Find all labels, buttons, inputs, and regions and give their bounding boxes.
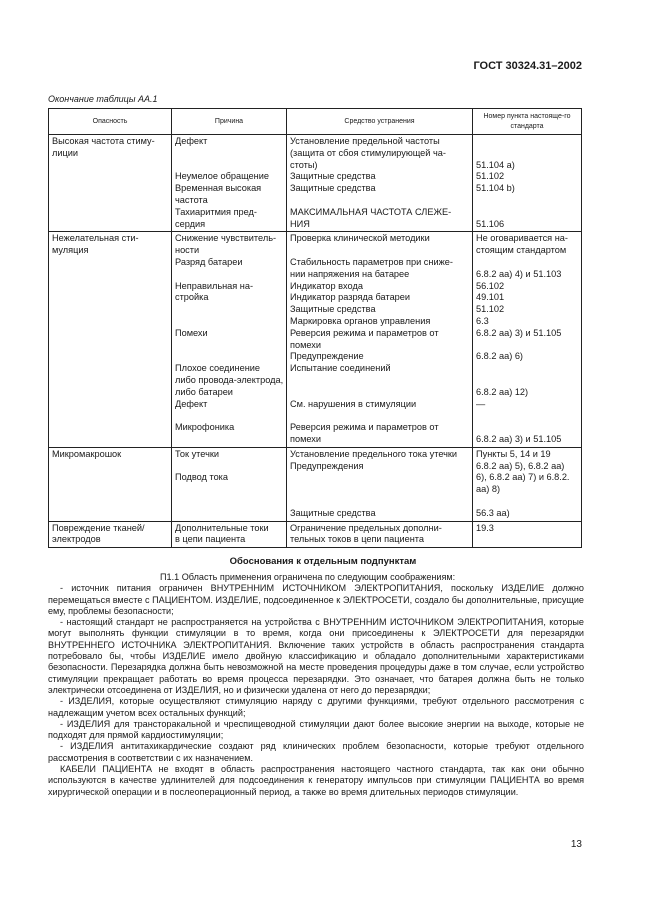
cell-line: НИЯ [290,218,310,229]
cell-line: Предупреждение [290,351,364,362]
cell-line [476,148,578,160]
cell-line [476,410,578,422]
cell-line: Испытание соединений [290,363,391,374]
hazard-table [48,108,582,548]
cell-line: муляция [52,245,89,256]
cell-line [290,410,469,422]
paragraph: КАБЕЛИ ПАЦИЕНТА не входят в область распространения настоящего частного стандарта, так как они обычно используются в качестве удлинителей для подсоединения к генератору импульсов при стимуляции ПАЦИЕНТА во время хирургической операции и в послеоперационный период, а также во время длительных периодов стимуляции. [48,764,584,797]
cause-cell [172,521,287,548]
table-continuation-caption: Окончание таблицы АА.1 [48,94,158,104]
hazard-cell [49,135,172,232]
cell-line: помехи [290,339,322,350]
cell-line: помехи [290,433,322,444]
table-row [49,447,582,521]
cell-line: Подвод тока [175,472,229,483]
table-header-row [49,109,582,135]
cell-line: Предупреждения [290,460,364,471]
cause-cell [172,232,287,447]
cell-line [175,484,283,496]
cell-line: Помехи [175,327,208,338]
cell-line [175,351,283,363]
cell-line: Реверсия режима и параметров от [290,422,439,433]
cell-line: 51.104 a) [476,159,515,170]
cell-line [476,534,578,546]
cell-line: Повреждение тканей/ [52,522,145,533]
cell-line: Микрофоника [175,422,235,433]
cell-line: 51.106 [476,218,505,229]
cell-line: Проверка клинической методики [290,233,430,244]
cell-line [476,375,578,387]
cell-line [476,363,578,375]
cell-line: стройка [175,292,209,303]
hazard-cell [49,521,172,548]
cell-line: сердия [175,218,206,229]
cell-line [290,375,469,387]
paragraph: - ИЗДЕЛИЯ антитахикардические создают ряд клинических проблем безопасности, которые требуют отдельного рассмотрения в соответствии с их назначением. [48,741,584,763]
cell-line: Неправильная на- [175,280,254,291]
cell-line: 6.8.2 aa) 6) [476,351,523,362]
cell-line: Реверсия режима и параметров от [290,327,439,338]
cell-line: Стабильность параметров при сниже- [290,256,453,267]
cell-line: лиции [52,147,79,158]
cell-line: в цепи пациента [175,534,246,545]
hazard-cell [49,447,172,521]
cell-line [175,316,283,328]
cell-line [175,434,283,446]
cell-line: стоты) [290,159,318,170]
col-header-hazard: Опасность [49,109,172,135]
cell-line: Индикатор разряда батареи [290,292,411,303]
cell-line: Высокая частота стиму- [52,136,155,146]
cell-line: Установление предельного тока утечки [290,448,458,459]
cell-line [175,508,283,520]
cell-line: 6), 6.8.2 aa) 7) и 6.8.2. [476,472,570,483]
cell-line [290,245,469,257]
cell-line [476,340,578,352]
cell-line: 6.8.2 aa) 12) [476,386,529,397]
reference-cell [473,447,582,521]
section-title: Обоснования к отдельным подпунктам [229,556,417,567]
cell-line: нии напряжения на батарее [290,268,410,279]
cell-line: Ограничение предельных дополни- [290,522,442,533]
cell-line [476,136,578,148]
cell-line: 56.3 aa) [476,507,510,518]
section-body [48,572,584,798]
cell-line [476,257,578,269]
cell-line [476,422,578,434]
cell-line: См. нарушения в стимуляции [290,398,417,409]
remedy-cell [287,447,473,521]
hazard-cell [49,232,172,447]
cell-line: Дефект [175,136,208,146]
cell-line: Снижение чувствитель- [175,233,277,244]
cell-line: Плохое соединение [175,363,261,374]
cell-line: ности [175,245,200,256]
cell-line: 6.8.2 aa) 4) и 51.103 [476,268,562,279]
paragraph: - источник питания ограничен ВНУТРЕННИМ ИСТОЧНИКОМ ЭЛЕКТРОПИТАНИЯ, поскольку ИЗДЕЛИЕ должно перемещаться вместе с ПАЦИЕНТОМ. ИЗДЕЛИЕ, подсоединенное к ЭЛЕКТРОСЕТИ, создало бы дополнительные, присущие ему, проблемы безопасности; [48,583,584,616]
cell-line [175,340,283,352]
cell-line [290,484,469,496]
cell-line: Дефект [175,398,208,409]
cell-line: Тахиаритмия пред- [175,206,257,217]
col-header-remedy: Средство устранения [287,109,473,135]
cell-line: 49.101 [476,292,505,303]
cell-line [476,496,578,508]
cell-line: 6.8.2 aa) 5), 6.8.2 aa) [476,460,565,471]
cell-line: Нежелательная сти- [52,233,139,244]
cell-line [290,496,469,508]
col-header-reference: Номер пункта настояще-го стандарта [473,109,582,135]
cell-line: Защитные средства [290,183,376,194]
reference-cell [473,135,582,232]
cell-line: либо батареи [175,386,233,397]
cell-line: Временная высокая [175,183,262,194]
document-standard-number: ГОСТ 30324.31–2002 [473,60,582,72]
table-row [49,135,582,232]
cell-line: Маркировка органов управления [290,315,431,326]
cell-line [290,195,469,207]
cell-line [175,160,283,172]
cell-line [476,195,578,207]
remedy-cell [287,232,473,447]
cell-line: Установление предельной частоты [290,136,440,146]
cell-line [175,304,283,316]
cell-line [290,472,469,484]
cell-line: Дополнительные токи [175,522,269,533]
cell-line: 51.102 [476,171,505,182]
table-row [49,521,582,548]
cell-line: Защитные средства [290,507,376,518]
cell-line: 6.3 [476,315,489,326]
paragraph: - ИЗДЕЛИЯ для трансторакальной и чреспищеводной стимуляции дают более высокие энергии на выходе, которые не подходят для прямой кардиостимуляции; [48,718,584,741]
cause-cell [172,135,287,232]
cell-line: (защита от сбоя стимулирующей ча- [290,147,446,158]
cell-line: aa) 8) [476,484,501,495]
cell-line: 51.102 [476,304,505,315]
cell-line: Защитные средства [290,304,376,315]
cell-line: Неумелое обращение [175,171,269,182]
reference-cell [473,521,582,548]
cell-line: Защитные средства [290,171,376,182]
cell-line: 6.8.2 aa) 3) и 51.105 [476,433,562,444]
cell-line: Пункты 5, 14 и 19 [476,448,551,459]
cell-line: электродов [52,534,101,545]
cell-line: Ток утечки [175,448,220,459]
cell-line: 19.3 [476,522,494,533]
cell-line: — [476,398,486,409]
paragraph: - настоящий стандарт не распространяется на устройства с ВНУТРЕННИМ ИСТОЧНИКОМ ЭЛЕКТРОПИТАНИЯ, которые могут выполнять функции стимуляции в то время, когда они присоединены к ЭЛЕКТРОСЕТИ для перезарядки ВНУТРЕННЕГО ИСТОЧНИКА ЭЛЕКТРОПИТАНИЯ. Включение таких устройств в область распространения стандарта потребовало бы, чтобы ИЗДЕЛИЕ имело двойную классификацию и обладало дополнительными характеристиками безопасности. Перезарядка должна быть невозможной на месте проведения процедуры даже в том случае, если устройство стимуляции прекращает работать во время процесса перезарядки. Это означает, что батарея должна быть не только электрически отсоединена от ИЗДЕЛИЯ, но и физически удалена от него до перезарядки; [48,617,584,695]
cell-line: МАКСИМАЛЬНАЯ ЧАСТОТА СЛЕЖЕ- [290,206,452,217]
paragraph: - ИЗДЕЛИЯ, которые осуществляют стимуляцию наряду с другими функциями, требуют отдельного рассмотрения с надлежащим учетом всех остальных функций; [48,696,584,718]
remedy-cell [287,521,473,548]
cell-line: Разряд батареи [175,256,243,267]
cell-line: стоящим стандартом [476,245,567,256]
cell-line: 6.8.2 aa) 3) и 51.105 [476,327,562,338]
cell-line [175,461,283,473]
cell-line: Индикатор входа [290,280,363,291]
cell-line [290,387,469,399]
cell-line [175,410,283,422]
cell-line: 51.104 b) [476,183,515,194]
cause-cell [172,447,287,521]
table-row [49,232,582,447]
remedy-cell [287,135,473,232]
cell-line [175,269,283,281]
page-number: 13 [570,839,582,850]
cell-line: частота [175,194,208,205]
cell-line [175,148,283,160]
cell-line: Не оговаривается на- [476,233,568,244]
paragraph: П1.1 Область применения ограничена по следующим соображениям: [160,572,456,582]
cell-line: 56.102 [476,280,505,291]
cell-line: Микромакрошок [52,448,122,459]
cell-line: либо провода-электрода, [175,374,284,385]
cell-line [476,207,578,219]
cell-line [175,496,283,508]
col-header-cause: Причина [172,109,287,135]
reference-cell [473,232,582,447]
cell-line: тельных токов в цепи пациента [290,534,424,545]
